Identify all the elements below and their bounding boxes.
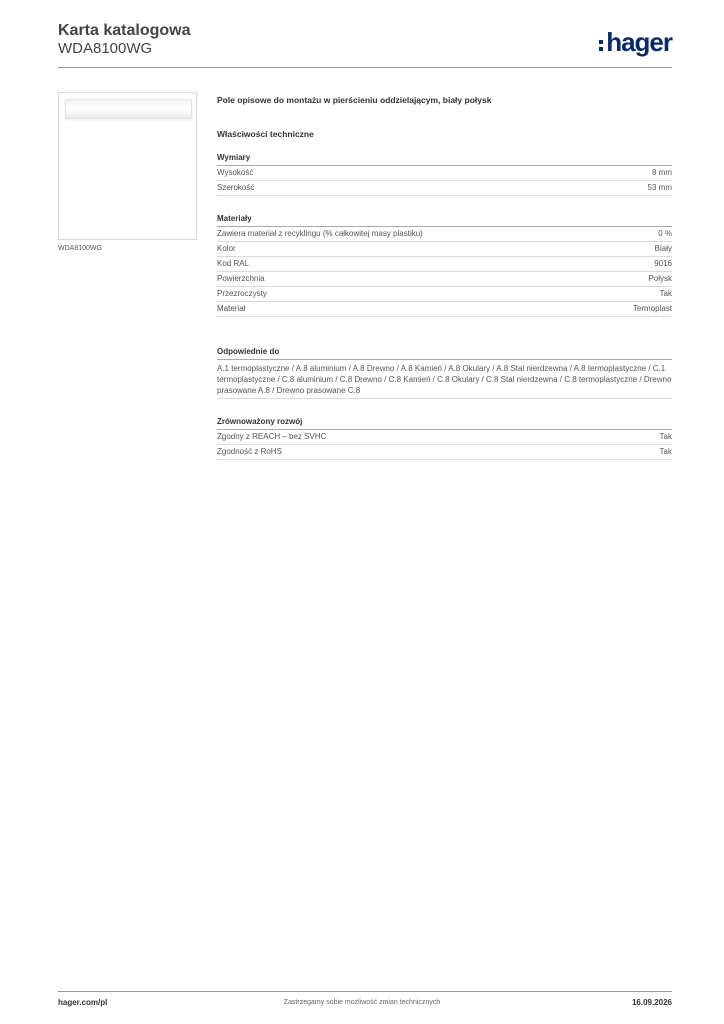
table-row: [217, 242, 672, 257]
table-row: [217, 445, 672, 460]
table-row: [217, 302, 672, 317]
dimensions-group: [217, 153, 672, 196]
logo-dots-icon: [599, 40, 603, 51]
row-label: Zawiera materiał z recyklingu (% całkowitej masy plastiku): [217, 229, 423, 238]
table-row: [217, 181, 672, 196]
row-value: Tak: [659, 289, 672, 298]
row-label: Zgodność z RoHS: [217, 447, 282, 456]
table-row: [217, 272, 672, 287]
row-value: Połysk: [648, 274, 672, 283]
row-value: Termoplast: [632, 304, 672, 313]
hager-logo: [599, 28, 672, 56]
row-value: Tak: [659, 432, 672, 441]
row-label: Szerokość: [217, 183, 255, 192]
table-row: [217, 227, 672, 242]
product-image-caption: WDA8100WG: [58, 245, 102, 252]
row-label: Przezroczysty: [217, 289, 267, 298]
table-row: [217, 257, 672, 272]
table-row: [217, 166, 672, 181]
materials-group: [217, 214, 672, 317]
sustainability-group: [217, 417, 672, 460]
row-label: Kolor: [217, 244, 236, 253]
suitable-for-text: A.1 termoplastyczne / A.8 aluminium / A.8 Drewno / A.8 Kamień / A.8 Okulary / A.8 Stal nierdzewna / A.8 termoplastyczne / C.1 termoplastyczne / C.8 aluminium / C.8 Drewno / C.8 Kamień / C.8 Okulary / C.8 Stal nierdzewna / C.8 termoplastyczne / Drewno prasowane A.8 / Drewno prasowane C.8: [217, 360, 672, 399]
row-value: 0 %: [658, 229, 672, 238]
product-image: [65, 99, 192, 119]
dimensions-title: Wymiary: [217, 153, 672, 166]
suitable-for-group: [217, 347, 672, 399]
logo-text: hager: [606, 27, 672, 57]
product-code: WDA8100WG: [58, 40, 153, 57]
product-image-frame: [58, 92, 197, 240]
footer-website-link[interactable]: hager.com/pl: [58, 998, 108, 1007]
row-value: 9016: [654, 259, 672, 268]
row-value: 53 mm: [647, 183, 672, 192]
table-row: [217, 430, 672, 445]
table-row: [217, 287, 672, 302]
footer-divider: [58, 991, 672, 992]
row-value: 8 mm: [652, 168, 672, 177]
sustainability-title: Zrównoważony rozwój: [217, 417, 672, 430]
product-description: Pole opisowe do montażu w pierścieniu oddzielającym, biały połysk: [217, 95, 492, 105]
row-value: Tak: [659, 447, 672, 456]
footer-date: 16.09.2026: [631, 998, 672, 1007]
row-label: Wysokość: [217, 168, 254, 177]
header-divider: [58, 67, 672, 68]
row-label: Zgodny z REACH – bez SVHC: [217, 432, 327, 441]
product-details: [217, 95, 672, 478]
suitable-for-title: Odpowiednie do: [217, 347, 672, 360]
row-label: Kod RAL: [217, 259, 250, 268]
row-label: Materiał: [217, 304, 246, 313]
footer-disclaimer: Zastrzegamy sobie możliwość zmian technicznych: [283, 999, 441, 1006]
row-value: Biały: [654, 244, 672, 253]
technical-properties-heading: Właściwości techniczne: [217, 129, 314, 139]
document-title: Karta katalogowa: [58, 22, 191, 39]
materials-title: Materiały: [217, 214, 672, 227]
row-label: Powierzchnia: [217, 274, 265, 283]
